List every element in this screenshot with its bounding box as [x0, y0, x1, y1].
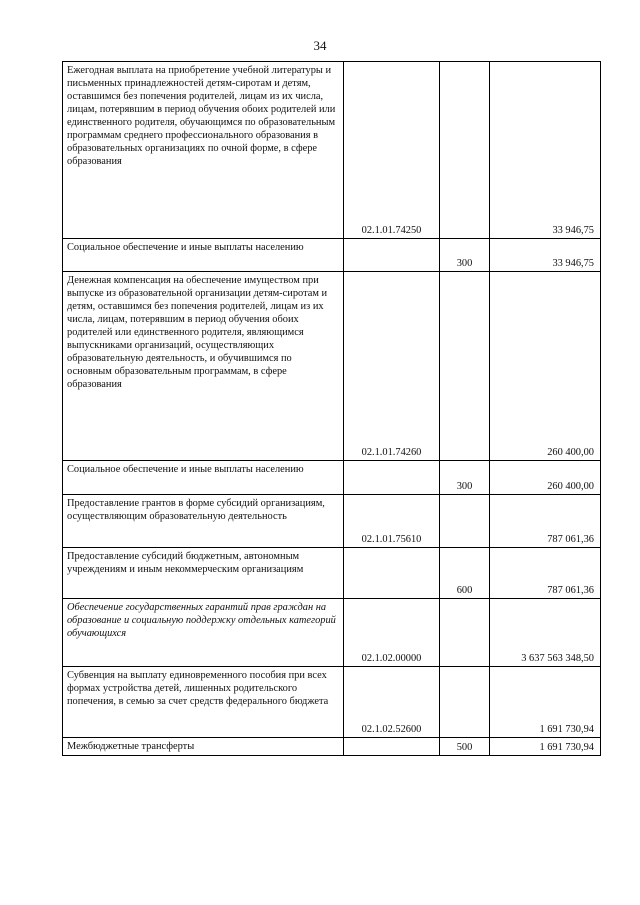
- row-amount: 260 400,00: [490, 272, 601, 461]
- row-target-code: [344, 548, 440, 599]
- table-row: [63, 599, 601, 667]
- table-row: [63, 738, 601, 756]
- row-expense-type: [440, 667, 490, 738]
- row-amount: 33 946,75: [490, 239, 601, 272]
- row-target-code: [344, 461, 440, 495]
- row-target-code: [344, 239, 440, 272]
- budget-table: [62, 61, 601, 756]
- row-description: Социальное обеспечение и иные выплаты населению: [63, 239, 344, 272]
- row-amount: 260 400,00: [490, 461, 601, 495]
- table-row: [63, 272, 601, 461]
- row-target-code: 02.1.01.74260: [344, 272, 440, 461]
- row-expense-type: 500: [440, 738, 490, 756]
- row-target-code: 02.1.02.00000: [344, 599, 440, 667]
- row-expense-type: 600: [440, 548, 490, 599]
- table-row: [63, 667, 601, 738]
- row-description: Денежная компенсация на обеспечение имуществом при выпуске из образовательной организации детям-сиротам и детям, оставшимся без попечения родителей, лицам из их числа, лицам, потерявшим в период обучения обоих родителей или единственного родителя, являющимся выпускниками организаций, осуществляющих образовательную деятельность, и обучившимся по основным образовательным программам, в сфере образования: [63, 272, 344, 461]
- row-description: Предоставление грантов в форме субсидий организациям, осуществляющим образовательную деятельность: [63, 495, 344, 548]
- row-description: Субвенция на выплату единовременного пособия при всех формах устройства детей, лишенных родительского попечения, в семью за счет средств федерального бюджета: [63, 667, 344, 738]
- row-target-code: 02.1.02.52600: [344, 667, 440, 738]
- table-row: [63, 239, 601, 272]
- row-expense-type: [440, 272, 490, 461]
- row-amount: 33 946,75: [490, 62, 601, 239]
- row-expense-type: [440, 62, 490, 239]
- row-expense-type: [440, 599, 490, 667]
- row-description: Социальное обеспечение и иные выплаты населению: [63, 461, 344, 495]
- row-target-code: [344, 738, 440, 756]
- row-amount: 1 691 730,94: [490, 738, 601, 756]
- table-row: [63, 495, 601, 548]
- table-row: [63, 548, 601, 599]
- row-amount: 1 691 730,94: [490, 667, 601, 738]
- row-amount: 787 061,36: [490, 495, 601, 548]
- row-amount: 3 637 563 348,50: [490, 599, 601, 667]
- row-description: Межбюджетные трансферты: [63, 738, 344, 756]
- row-description: Предоставление субсидий бюджетным, автономным учреждениям и иным некоммерческим организациям: [63, 548, 344, 599]
- row-target-code: 02.1.01.74250: [344, 62, 440, 239]
- row-description: Обеспечение государственных гарантий прав граждан на образование и социальную поддержку отдельных категорий обучающихся: [63, 599, 344, 667]
- table-row: [63, 461, 601, 495]
- row-amount: 787 061,36: [490, 548, 601, 599]
- row-expense-type: 300: [440, 461, 490, 495]
- row-description: Ежегодная выплата на приобретение учебной литературы и письменных принадлежностей детям-сиротам и детям, оставшимся без попечения родителей, лицам из их числа, лицам, потерявшим в период обучения обоих родителей или единственного родителя, обучающимся по образовательным программам среднего профессионального образования в образовательных организациях по очной форме, в сфере образования: [63, 62, 344, 239]
- row-expense-type: [440, 495, 490, 548]
- row-expense-type: 300: [440, 239, 490, 272]
- page-number: 34: [313, 38, 327, 53]
- table-row: [63, 62, 601, 239]
- row-target-code: 02.1.01.75610: [344, 495, 440, 548]
